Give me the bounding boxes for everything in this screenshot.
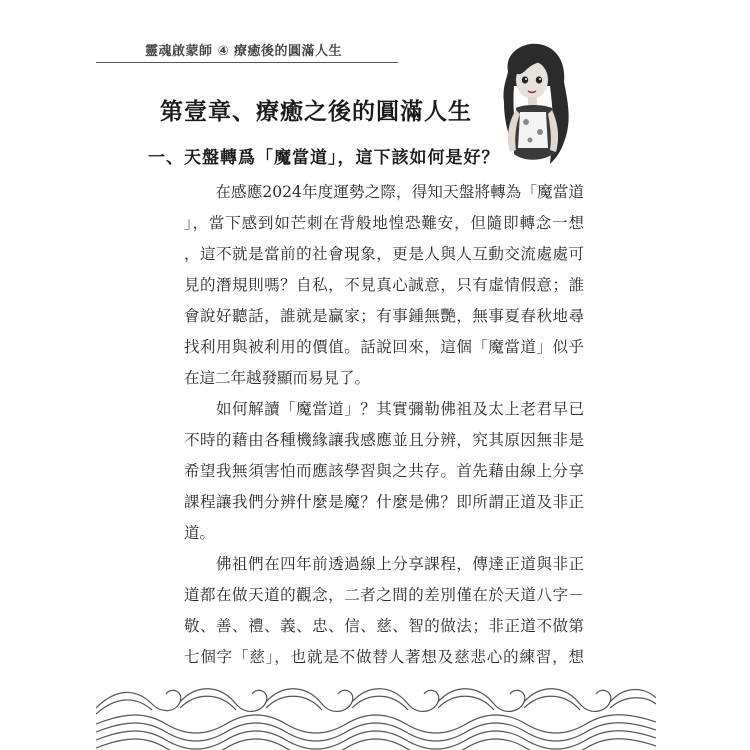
- body-line: 」，當下感到如芒刺在背般地惶恐難安，但隨即轉念一想: [184, 214, 584, 232]
- body-line: 佛祖們在四年前透過線上分享課程，傳達正道與非正: [184, 555, 584, 573]
- body-line: 見的潛規則嗎？自私，不見真心誠意，只有虛情假意；誰: [184, 276, 584, 294]
- header-rule: [96, 62, 398, 63]
- body-line: 道。: [184, 524, 216, 542]
- body-line: 不時的藉由各種機緣讓我感應並且分辨，究其原因無非是: [184, 431, 584, 449]
- body-line: 在這二年越發顯而易見了。: [184, 369, 371, 387]
- body-line: 找利用與被利用的價值。話說回來，這個「魔當道」似乎: [184, 338, 584, 356]
- body-line: 在感應2024年度運勢之際，得知天盤將轉為「魔當道: [184, 183, 584, 201]
- body-line: 課程讓我們分辨什麼是魔？什麼是佛？即所謂正道及非正: [184, 493, 584, 511]
- body-line: ，這不就是當前的社會現象，更是人與人互動交流處處可: [184, 245, 584, 263]
- body-line: 如何解讀「魔當道」？其實彌勒佛祖及太上老君早已: [184, 400, 584, 418]
- body-line: 希望我無須害怕而應該學習與之共存。首先藉由線上分享: [184, 462, 584, 480]
- running-head: 靈魂啟蒙師 ④ 療癒後的圓滿人生: [145, 44, 343, 59]
- decorative-wave-border: [96, 678, 656, 750]
- chapter-title: 第壹章、療癒之後的圓滿人生: [160, 99, 472, 125]
- body-line: 會說好聽話，誰就是贏家；有事鍾無艷，無事夏春秋地尋: [184, 307, 584, 325]
- body-line: 敬、善、禮、義、忠、信、慈、智的做法；非正道不做第: [184, 617, 584, 635]
- body-line: 七個字「慈」，也就是不做替人著想及慈悲心的練習，想: [184, 648, 584, 666]
- author-cartoon-illustration: [494, 42, 572, 174]
- body-line: 道都在做天道的觀念，二者之間的差別僅在於天道八字－: [184, 586, 584, 604]
- section-title: 一、天盤轉爲「魔當道」，這下該如何是好？: [148, 148, 500, 168]
